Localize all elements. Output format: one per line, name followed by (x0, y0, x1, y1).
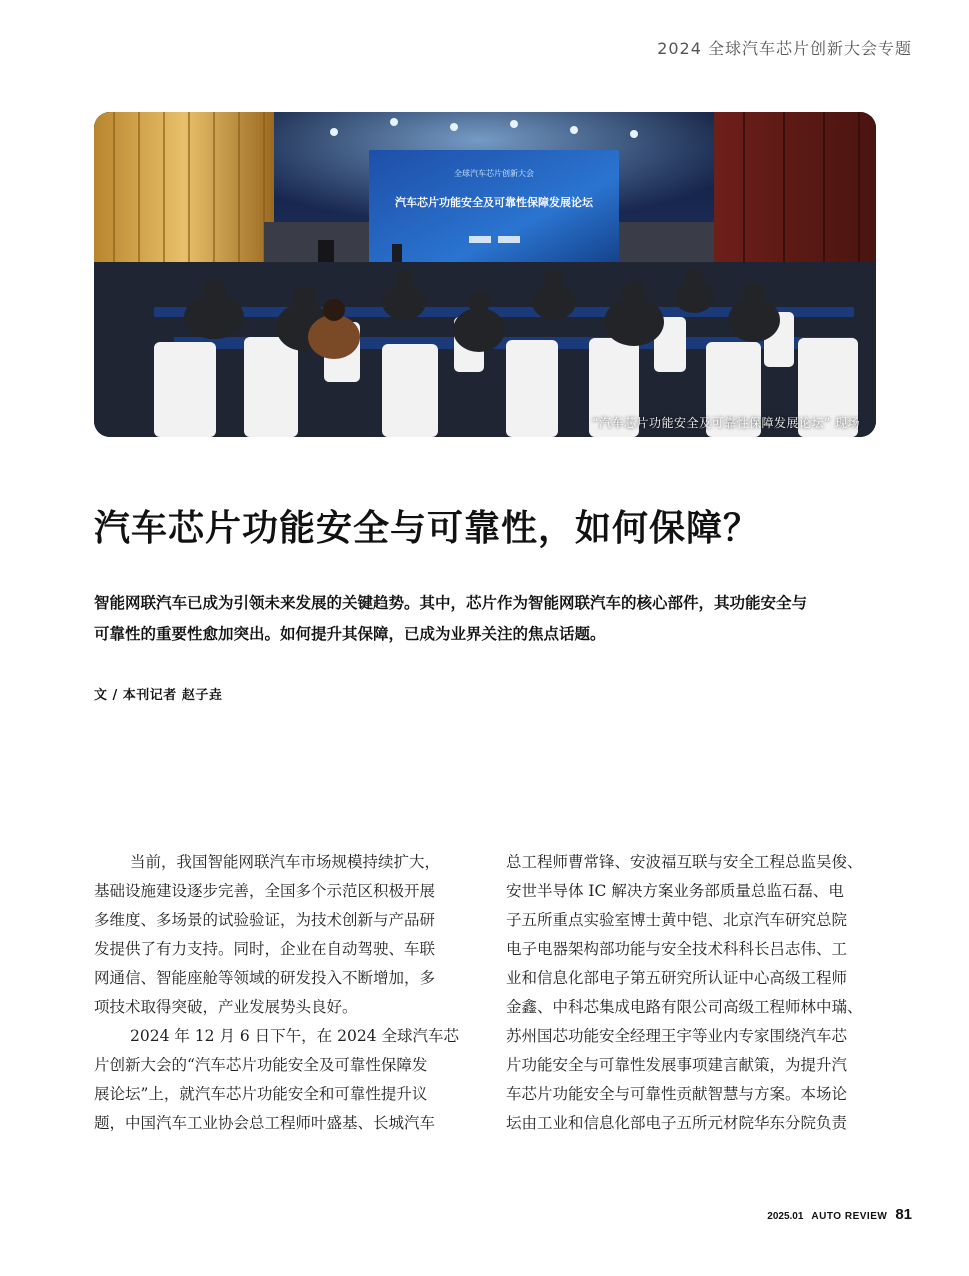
lead-line: 可靠性的重要性愈加突出。如何提升其保障，已成为业界关注的焦点话题。 (94, 625, 606, 643)
body-column-left (94, 848, 464, 1138)
body-line: 金鑫、中科芯集成电路有限公司高级工程师林中璊、 (506, 998, 863, 1016)
conference-photo-illustration (94, 112, 876, 437)
article-lead (94, 588, 880, 650)
photo-caption: “汽车芯片功能安全及可靠性保障发展论坛” 现场 (592, 416, 860, 430)
byline: 文 / 本刊记者 赵子垚 (94, 688, 223, 703)
conference-photo (94, 112, 876, 437)
issue-date: 2025.01 (767, 1211, 804, 1222)
article-title: 汽车芯片功能安全与可靠性，如何保障？ (94, 507, 761, 549)
body-line: 总工程师曹常锋、安波福互联与安全工程总监吴俊、 (506, 853, 863, 871)
body-line: 车芯片功能安全与可靠性贡献智慧与方案。本场论 (506, 1085, 848, 1103)
screen-subtitle: 全球汽车芯片创新大会 (454, 169, 534, 178)
body-line: 业和信息化部电子第五研究所认证中心高级工程师 (506, 969, 848, 987)
body-line: 发提供了有力支持。同时，企业在自动驾驶、车联 (94, 940, 436, 958)
section-header: 2024 全球汽车芯片创新大会专题 (657, 39, 912, 58)
lead-line: 智能网联汽车已成为引领未来发展的关键趋势。其中，芯片作为智能网联汽车的核心部件，其功能安全与 (94, 594, 808, 612)
body-line: 多维度、多场景的试验验证，为技术创新与产品研 (94, 911, 436, 929)
screen-title: 汽车芯片功能安全及可靠性保障发展论坛 (395, 196, 593, 209)
body-line: 题，中国汽车工业协会总工程师叶盛基、长城汽车 (94, 1114, 436, 1132)
body-line: 项技术取得突破，产业发展势头良好。 (94, 998, 358, 1016)
page-number: 81 (895, 1206, 912, 1223)
body-line: 当前，我国智能网联汽车市场规模持续扩大， (130, 853, 441, 871)
body-line: 片创新大会的“汽车芯片功能安全及可靠性保障发 (94, 1056, 428, 1074)
body-line: 2024 年 12 月 6 日下午，在 2024 全球汽车芯 (130, 1027, 459, 1045)
body-line: 子五所重点实验室博士黄中铠、北京汽车研究总院 (506, 911, 848, 929)
body-line: 网通信、智能座舱等领域的研发投入不断增加，多 (94, 969, 436, 987)
body-line: 安世半导体 IC 解决方案业务部质量总监石磊、电 (506, 882, 844, 900)
body-line: 电子电器架构部功能与安全技术科科长吕志伟、工 (506, 940, 848, 958)
body-column-right (506, 848, 876, 1138)
page-footer (767, 1206, 912, 1223)
body-line: 基础设施建设逐步完善，全国多个示范区积极开展 (94, 882, 436, 900)
body-line: 展论坛”上，就汽车芯片功能安全和可靠性提升议 (94, 1085, 428, 1103)
body-line: 片功能安全与可靠性发展事项建言献策，为提升汽 (506, 1056, 848, 1074)
body-line: 坛由工业和信息化部电子五所元材院华东分院负责 (506, 1114, 848, 1132)
magazine-name: AUTO REVIEW (811, 1211, 888, 1222)
body-line: 苏州国芯功能安全经理王宇等业内专家围绕汽车芯 (506, 1027, 848, 1045)
